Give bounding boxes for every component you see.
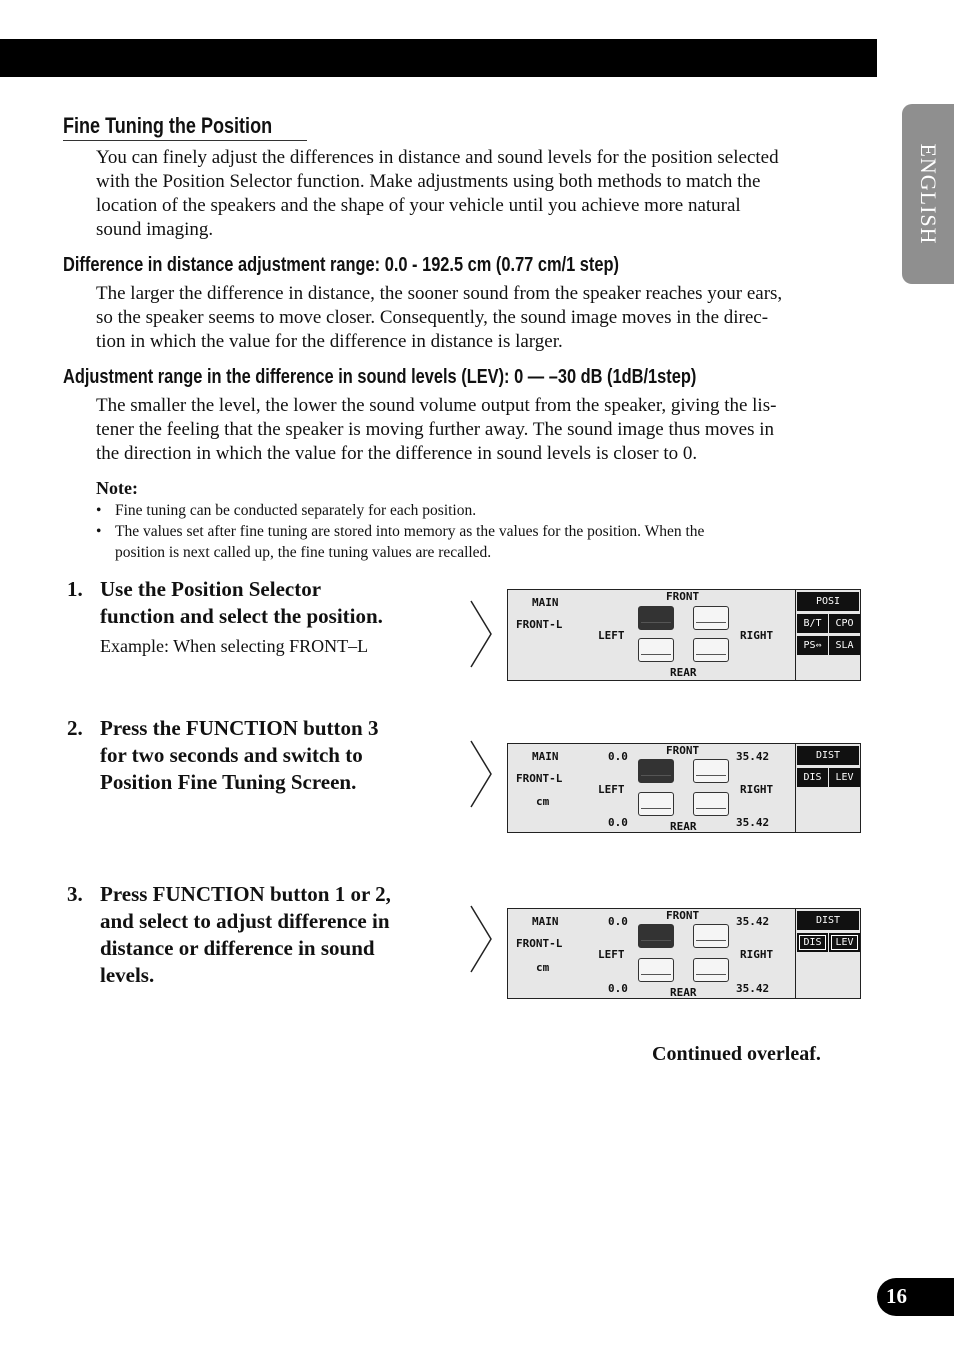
lcd-unit-label: cm bbox=[536, 961, 550, 974]
continued-note: Continued overleaf. bbox=[652, 1043, 821, 1065]
language-tab-label: ENGLISH bbox=[916, 143, 941, 245]
lcd-main-label: MAIN bbox=[532, 596, 559, 609]
intro-line: location of the speakers and the shape of your vehicle until you achieve more natural bbox=[96, 195, 741, 216]
step-line: levels. bbox=[100, 963, 155, 987]
seat-front-left-icon bbox=[638, 924, 674, 948]
step-line: Position Fine Tuning Screen. bbox=[100, 770, 357, 794]
note-item: • Fine tuning can be conducted separately for each position. bbox=[96, 500, 704, 521]
function-button-4[interactable]: SLA bbox=[829, 636, 860, 655]
step-line: Use the Position Selector bbox=[100, 577, 322, 601]
step-line: Press the FUNCTION button 3 bbox=[100, 716, 379, 740]
panel-title: POSI bbox=[797, 592, 859, 611]
level-line: the direction in which the value for the difference in sound levels is closer to 0. bbox=[96, 443, 698, 464]
step-line: for two seconds and switch to bbox=[100, 743, 363, 767]
lcd-value-rear-left: 0.0 bbox=[608, 816, 628, 829]
distance-paragraph bbox=[96, 282, 846, 354]
step-line: function and select the position. bbox=[100, 604, 383, 628]
intro-line: with the Position Selector function. Make adjustments using both methods to match the bbox=[96, 171, 761, 192]
lev-button[interactable]: LEV bbox=[829, 933, 860, 952]
lcd-value-front-right: 35.42 bbox=[736, 915, 770, 928]
seat-rear-right-icon bbox=[693, 638, 729, 662]
lcd-front-label: FRONT bbox=[666, 744, 700, 757]
note-item: • The values set after fine tuning are stored into memory as the values for the position. When the bbox=[96, 521, 704, 542]
seat-rear-right-icon bbox=[693, 958, 729, 982]
lcd-left-label: LEFT bbox=[598, 629, 625, 642]
lev-button[interactable]: LEV bbox=[829, 768, 860, 787]
lcd-position-label: FRONT-L bbox=[516, 937, 563, 950]
seat-rear-right-icon bbox=[693, 792, 729, 816]
heading-underline bbox=[63, 140, 307, 141]
lcd-value-rear-right: 35.42 bbox=[736, 816, 770, 829]
intro-line: sound imaging. bbox=[96, 219, 214, 240]
display-screen-3 bbox=[507, 908, 861, 999]
seat-front-left-icon bbox=[638, 606, 674, 630]
lcd-value-front-right: 35.42 bbox=[736, 750, 770, 763]
step-line: and select to adjust difference in bbox=[100, 909, 390, 933]
intro-paragraph bbox=[96, 146, 846, 242]
step-number: 1. bbox=[67, 577, 83, 601]
distance-line: tion in which the value for the difference in distance is larger. bbox=[96, 331, 563, 352]
seat-rear-left-icon bbox=[638, 638, 674, 662]
lcd-front-label: FRONT bbox=[666, 590, 700, 603]
display-screen-1 bbox=[507, 589, 861, 681]
language-tab bbox=[902, 104, 954, 284]
section-heading: Fine Tuning the Position bbox=[63, 113, 273, 138]
level-line: tener the feeling that the speaker is moving further away. The sound image thus moves in bbox=[96, 419, 775, 440]
lcd-right-label: RIGHT bbox=[740, 948, 774, 961]
function-panel bbox=[795, 744, 860, 832]
lcd-front-label: FRONT bbox=[666, 909, 700, 922]
lcd-rear-label: REAR bbox=[670, 666, 697, 679]
lcd-value-rear-left: 0.0 bbox=[608, 982, 628, 995]
seat-front-left-icon bbox=[638, 759, 674, 783]
page-number-badge bbox=[877, 1278, 954, 1316]
lcd-value-rear-right: 35.42 bbox=[736, 982, 770, 995]
lcd-main-label: MAIN bbox=[532, 915, 559, 928]
lcd-rear-label: REAR bbox=[670, 986, 697, 999]
note-list bbox=[96, 500, 704, 563]
lcd-rear-label: REAR bbox=[670, 820, 697, 833]
intro-line: You can finely adjust the differences in distance and sound levels for the position selected bbox=[96, 147, 779, 168]
display-screen-2 bbox=[507, 743, 861, 833]
note-item-continued: position is next called up, the fine tuning values are recalled. bbox=[115, 544, 492, 561]
panel-title: DIST bbox=[797, 746, 859, 765]
seat-front-right-icon bbox=[693, 759, 729, 783]
lcd-value-front-left: 0.0 bbox=[608, 915, 628, 928]
pointer-arrow-icon bbox=[470, 740, 494, 808]
lcd-unit-label: cm bbox=[536, 795, 550, 808]
distance-heading: Difference in distance adjustment range: 0.0 - 192.5 cm (0.77 cm/1 step) bbox=[63, 254, 619, 276]
function-button-1[interactable]: B/T bbox=[797, 614, 828, 633]
seat-rear-left-icon bbox=[638, 958, 674, 982]
distance-line: The larger the difference in distance, the sooner sound from the speaker reaches your ears, bbox=[96, 283, 783, 304]
lcd-position-label: FRONT-L bbox=[516, 772, 563, 785]
level-heading: Adjustment range in the difference in sound levels (LEV): 0 — –30 dB (1dB/1step) bbox=[63, 366, 697, 388]
dis-button[interactable]: DIS bbox=[797, 933, 828, 952]
lcd-main-label: MAIN bbox=[532, 750, 559, 763]
function-panel bbox=[795, 909, 860, 998]
lcd-left-label: LEFT bbox=[598, 948, 625, 961]
level-paragraph bbox=[96, 394, 846, 466]
level-line: The smaller the level, the lower the sound volume output from the speaker, giving the lis- bbox=[96, 395, 777, 416]
seat-front-right-icon bbox=[693, 924, 729, 948]
function-button-3[interactable]: PS⇔ bbox=[797, 636, 828, 655]
lcd-right-label: RIGHT bbox=[740, 629, 774, 642]
page-number: 16 bbox=[886, 1284, 907, 1308]
lcd-value-front-left: 0.0 bbox=[608, 750, 628, 763]
lcd-left-label: LEFT bbox=[598, 783, 625, 796]
seat-front-right-icon bbox=[693, 606, 729, 630]
step-example: Example: When selecting FRONT–L bbox=[100, 636, 369, 656]
dis-button[interactable]: DIS bbox=[797, 768, 828, 787]
function-button-2[interactable]: CPO bbox=[829, 614, 860, 633]
lcd-right-label: RIGHT bbox=[740, 783, 774, 796]
header-bar bbox=[0, 39, 877, 77]
step-line: Press FUNCTION button 1 or 2, bbox=[100, 882, 391, 906]
note-title: Note: bbox=[96, 478, 138, 498]
step-number: 2. bbox=[67, 716, 83, 740]
step-line: distance or difference in sound bbox=[100, 936, 375, 960]
lcd-position-label: FRONT-L bbox=[516, 618, 563, 631]
pointer-arrow-icon bbox=[470, 600, 494, 668]
step-number: 3. bbox=[67, 882, 83, 906]
function-panel bbox=[795, 590, 860, 680]
distance-line: so the speaker seems to move closer. Consequently, the sound image moves in the direc- bbox=[96, 307, 769, 328]
pointer-arrow-icon bbox=[470, 905, 494, 973]
panel-title: DIST bbox=[797, 911, 859, 930]
seat-rear-left-icon bbox=[638, 792, 674, 816]
